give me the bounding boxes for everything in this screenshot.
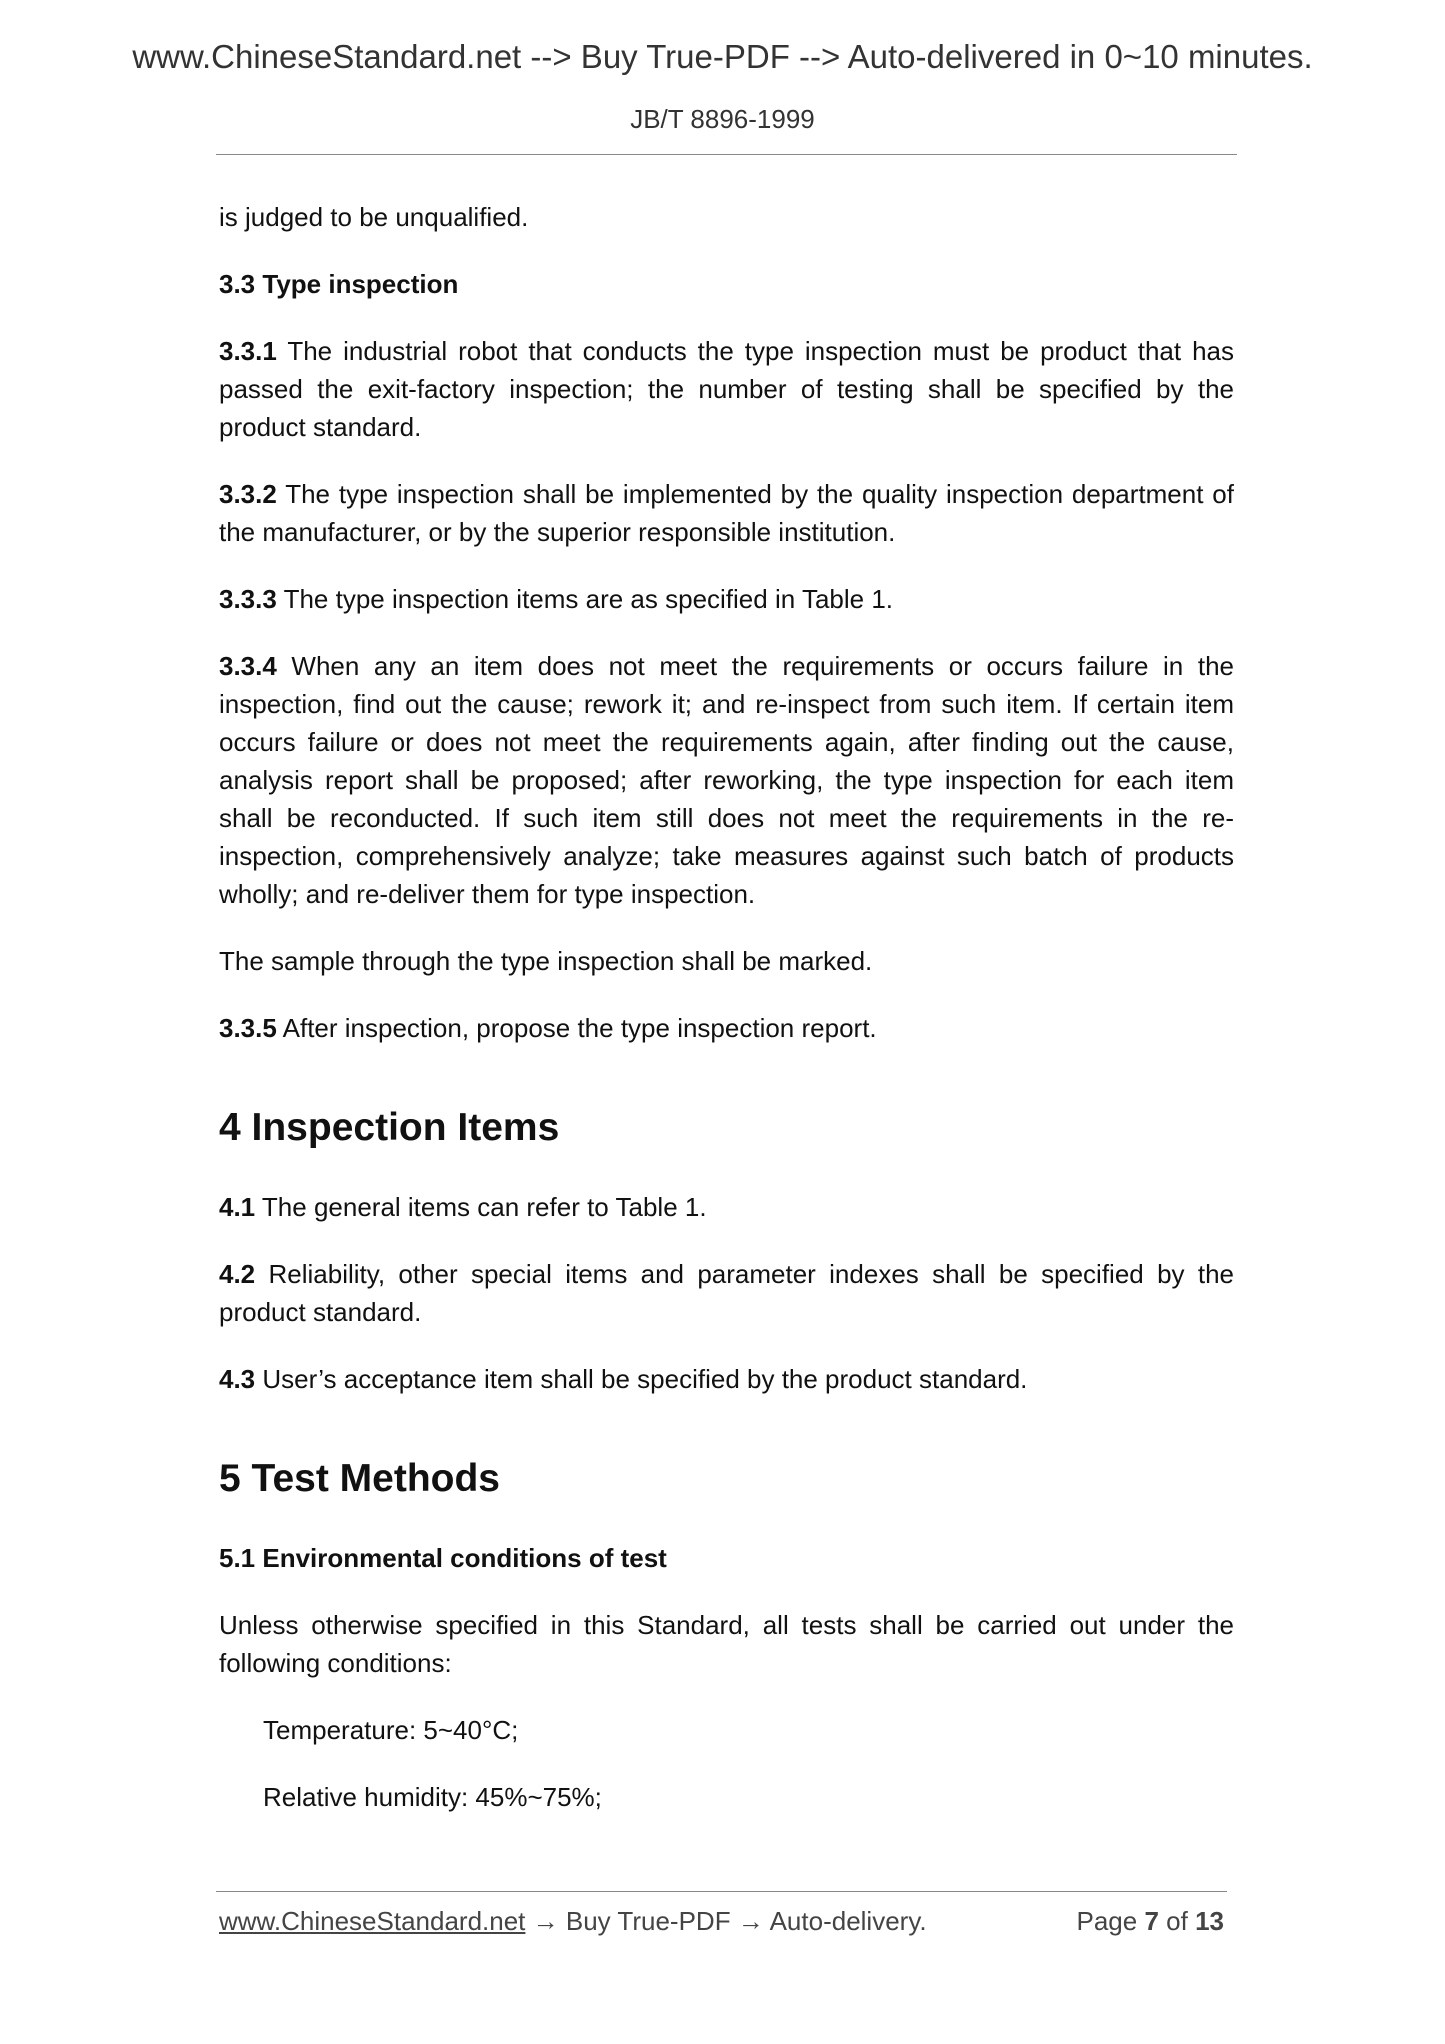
clause-text: When any an item does not meet the requirements or occurs failure in the inspection, find out the cause; rework it; and re-inspect from such item. If certain item occurs failure or does not meet the requirements again, after finding out the cause, analysis report shall be proposed; after reworking, the type inspection for each item shall be reconducted. If such item still does not meet the requirements in the re-inspection, comprehensively analyze; take measures against such batch of products wholly; and re-deliver them for type inspection.	[219, 651, 1234, 909]
clause-number: 4.1	[219, 1192, 256, 1222]
clause-4-3	[219, 1360, 1234, 1398]
clause-text: The type inspection shall be implemented by the quality inspection department of the manufacturer, or by the superior responsible institution.	[219, 479, 1234, 547]
condition-temperature: Temperature: 5~40°C;	[263, 1715, 519, 1745]
clause-number: 4.2	[219, 1259, 256, 1289]
clause-number: 3.3.2	[219, 479, 277, 509]
clause-number: 4.3	[219, 1364, 256, 1394]
condition-humidity: Relative humidity: 45%~75%;	[263, 1782, 602, 1812]
footer-divider	[216, 1891, 1227, 1892]
section-5-heading: 5 Test Methods	[219, 1457, 500, 1500]
clause-text: User’s acceptance item shall be specified by the product standard.	[262, 1364, 1028, 1394]
page-label: Page	[1076, 1906, 1138, 1936]
clause-text: Reliability, other special items and parameter indexes shall be specified by the product standard.	[219, 1259, 1234, 1327]
clause-text: The general items can refer to Table 1.	[261, 1192, 707, 1222]
section-5-1-heading: 5.1 Environmental conditions of test	[219, 1543, 667, 1573]
clause-number: 3.3.5	[219, 1013, 277, 1043]
page-total: 13	[1195, 1906, 1224, 1936]
clause-3-3-3	[219, 580, 1234, 618]
continued-text: is judged to be unqualified.	[219, 202, 529, 232]
footer-link[interactable]: www.ChineseStandard.net	[219, 1906, 526, 1936]
clause-3-3-4	[219, 647, 1234, 913]
document-body	[219, 198, 1234, 1816]
clause-3-3-4-note: The sample through the type inspection shall be marked.	[219, 946, 873, 976]
clause-number: 3.3.1	[219, 336, 277, 366]
clause-number: 3.3.3	[219, 584, 277, 614]
section-4-heading: 4 Inspection Items	[219, 1106, 560, 1149]
clause-3-3-2	[219, 475, 1234, 551]
clause-4-1	[219, 1188, 1234, 1226]
page-of-label: of	[1166, 1906, 1188, 1936]
page-footer	[219, 1906, 1224, 1937]
page-current: 7	[1144, 1906, 1159, 1936]
top-banner: www.ChineseStandard.net --> Buy True-PDF --> Auto-delivered in 0~10 minutes.	[132, 38, 1313, 75]
clause-5-1-text: Unless otherwise specified in this Standard, all tests shall be carried out under the following conditions:	[219, 1610, 1234, 1678]
clause-text: The type inspection items are as specified in Table 1.	[283, 584, 894, 614]
clause-4-2	[219, 1255, 1234, 1331]
clause-3-3-5	[219, 1009, 1234, 1047]
clause-3-3-1	[219, 332, 1234, 446]
standard-number: JB/T 8896-1999	[630, 104, 815, 134]
footer-tagline: → Buy True-PDF → Auto-delivery.	[532, 1906, 927, 1936]
clause-number: 3.3.4	[219, 651, 277, 681]
section-3-3-heading: 3.3 Type inspection	[219, 269, 459, 299]
page-indicator	[1076, 1906, 1224, 1937]
clause-text: The industrial robot that conducts the type inspection must be product that has passed the exit-factory inspection; the number of testing shall be specified by the product standard.	[219, 336, 1234, 442]
header-divider	[216, 154, 1237, 155]
clause-text: After inspection, propose the type inspection report.	[282, 1013, 877, 1043]
